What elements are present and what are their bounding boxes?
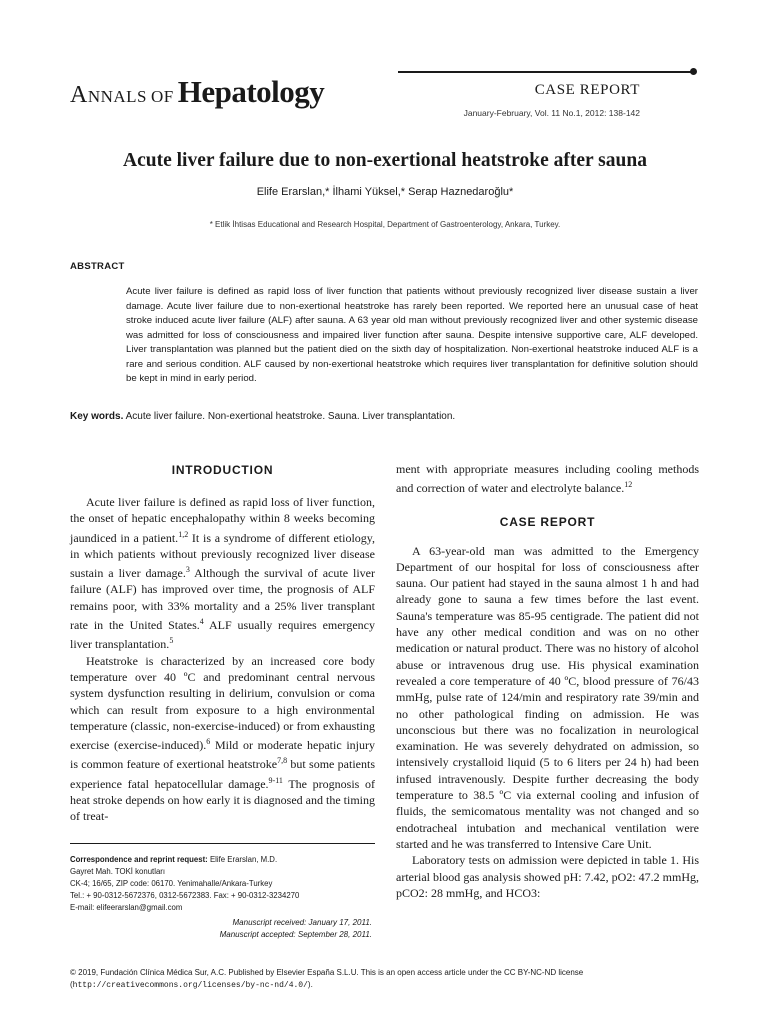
- citation: 6: [206, 737, 211, 747]
- introduction-paragraph-2: Heatstroke is characterized by an increased core body temperature over 40 ºC and predominant central nervous system dysfunction resulting in delirium, convulsion or coma which can result from exposure to a high environmental temperature (classic, non-exercise-induced) or from exhausting exercise (exercise-induced).$^6$ Mild or moderate hepatic injury is common feature of exertional heatstroke$^{7,8}$ but some patients experience fatal hepatocellular damage.$^{9-11}$ The prognosis of heat stroke depends on how early it is diagnosed and the timing of treat-: [70, 653, 375, 824]
- correspondence-name: Elife Erarslan, M.D.: [207, 855, 278, 864]
- manuscript-accepted: Manuscript accepted: September 28, 2011.: [219, 930, 372, 939]
- article-type-label: CASE REPORT: [534, 82, 640, 98]
- license-notice: [70, 967, 700, 992]
- introduction-heading: INTRODUCTION: [171, 463, 274, 477]
- citation: 7,8: [277, 756, 288, 766]
- journal-name-of: of: [151, 82, 174, 108]
- author-list: Elife Erarslan,* İlhami Yüksel,* Serap Haznedaroğlu*: [256, 186, 514, 198]
- article-title: Acute liver failure due to non-exertional heatstroke after sauna: [123, 150, 647, 171]
- correspondence-phone: Tel.: + 90-0312-5672376, 0312-5672383. Fax: + 90-0312-3234270: [70, 891, 300, 900]
- journal-name-hepatology: Hepatology: [177, 74, 325, 109]
- header-rule: [398, 71, 694, 73]
- license-link[interactable]: http://creativecommons.org/licenses/by-nc-nd/4.0/: [72, 981, 308, 990]
- citation: 9-11: [268, 775, 283, 785]
- keywords-label: Key words.: [70, 411, 124, 422]
- journal-name-annals: Annals: [70, 82, 148, 108]
- license-text: © 2019, Fundación Clínica Médica Sur, A.C. Published by Elsevier España S.L.U. This is an open access article under the CC BY-NC-ND license (: [70, 968, 584, 989]
- citation: 12: [624, 480, 633, 490]
- journal-logo: [70, 74, 324, 110]
- abstract-body: Acute liver failure is defined as rapid loss of liver function that patients without previously recognized liver disease sustain a liver damage. Acute liver failure due to non-exertional heatstroke has rarely been reported. We reported here an unusual case of heat stroke induced acute liver failure (ALF) after sauna. A 63 year old man without previously recognized liver and other systemic disease was admitted for loss of consciousness and impaired liver function after sauna. Despite intensive supportive care, ALF developed. Liver transplantation was planned but the patient died on the sixth day of hospitalization. Non-exertional heatstroke induced ALF is a rare and serious condition. ALF caused by non-exertional heatstroke which requires liver transplantation for definitive solution should be kept in mind in early period.: [126, 286, 698, 384]
- case-report-paragraph-1: A 63-year-old man was admitted to the Emergency Department of our hospital for loss of consciousness after sauna. Our patient had stayed in the sauna almost 1 h and had already gone to sauna a few times before the last event. Sauna's temperature was 85-95 centigrade. The patient did not have any other medical condition and was on no other medication or natural product. There was no history of alcohol abuse or intravenous drug use. His physical examination revealed a core temperature of 40 ºC, blood pressure of 76/43 mmHg, pulse rate of 124/min and respiratory rate 39/min and no other pathological finding on admission. He was unconscious but there was no focalization in neurological examination. He was severely dehydrated on admission, so intensively crystalloid liquid (5 to 6 liters per 24 h) had been infused intravenously. Despite further decreasing the body temperature to 38.5 ºC via external cooling and infusion of fluids, the semicomatous mentality was not changed and so endotracheal intubation and mechanical ventilation were started and he was transferred to Intensive Care Unit.: [396, 543, 699, 851]
- right-column: [396, 461, 699, 901]
- manuscript-dates: [220, 917, 372, 941]
- header-rule-dot: [690, 68, 697, 75]
- correspondence-label: Correspondence and reprint request:: [70, 855, 208, 864]
- citation: 4: [199, 617, 204, 627]
- citation: 3: [185, 565, 190, 575]
- citation: 1,2: [178, 529, 189, 539]
- license-close: ).: [307, 980, 313, 989]
- author-affiliation: * Etlik İhtisas Educational and Research Hospital, Department of Gastroenterology, Ankara, Turkey.: [209, 220, 561, 229]
- issue-info: January-February, Vol. 11 No.1, 2012: 138-142: [463, 108, 640, 118]
- case-report-heading: CASE REPORT: [499, 514, 596, 529]
- footnote-rule: [70, 843, 375, 844]
- correspondence-block: [70, 854, 375, 914]
- keywords: [70, 411, 700, 422]
- citation: 5: [169, 636, 174, 646]
- case-report-paragraph-2: Laboratory tests on admission were depicted in table 1. His arterial blood gas analysis showed pH: 7.42, pO2: 47.2 mmHg, pCO2: 28 mmHg, and HCO3:: [396, 853, 699, 900]
- left-column: [70, 463, 375, 825]
- abstract-heading: ABSTRACT: [70, 261, 125, 272]
- introduction-paragraph-1: Acute liver failure is defined as rapid loss of liver function, the onset of hepatic encephalopathy within 8 weeks becoming jaundiced in a patient.$^{1,2}$ It is a syndrome of different etiology, in which patients without previously recognized liver disease sustain a liver damage.$^3$ Although the survival of acute liver failure (ALF) has improved over time, the prognosis of ALF remains poor, with 33% mortality and a 25% liver transplant rate in the United States.$^4$ ALF usually requires emergency liver transplantation.$^5$: [70, 495, 375, 652]
- correspondence-email[interactable]: E-mail: elifeerarslan@gmail.com: [70, 903, 183, 912]
- keywords-list: Acute liver failure. Non-exertional heatstroke. Sauna. Liver transplantation.: [123, 411, 456, 422]
- manuscript-received: Manuscript received: January 17, 2011.: [232, 918, 372, 927]
- correspondence-address-1: Gayret Mah. TOKİ konutları: [70, 867, 166, 876]
- introduction-continuation: ment with appropriate measures including cooling methods and correction of water and electrolyte balance.$^{12}$: [396, 462, 699, 496]
- correspondence-address-2: CK-4; 16/65, ZIP code: 06170. Yenimahalle/Ankara-Turkey: [70, 879, 273, 888]
